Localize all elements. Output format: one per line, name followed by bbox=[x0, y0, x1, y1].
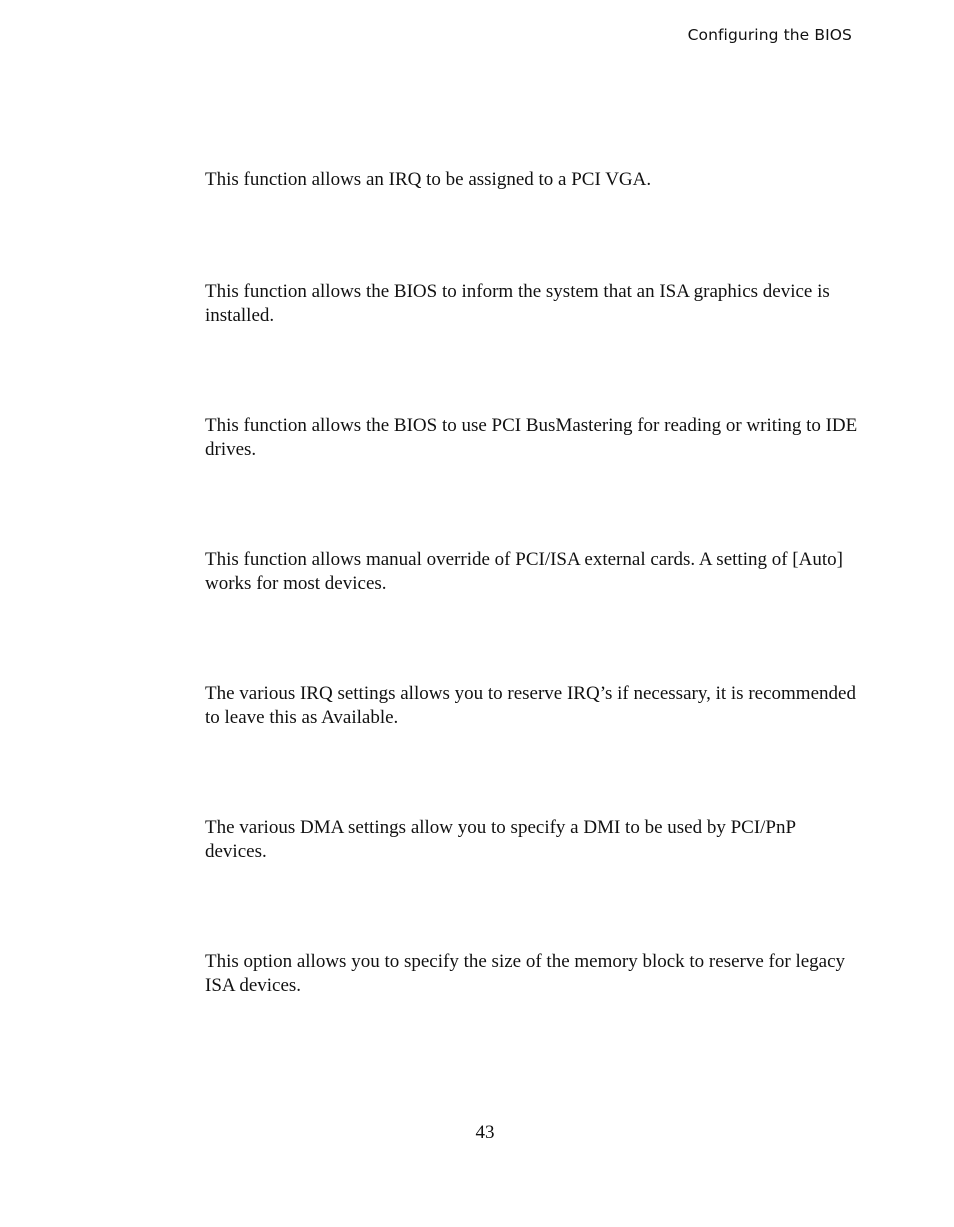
running-header-title: Configuring the BIOS bbox=[687, 26, 852, 44]
paragraph-dma-settings: The various DMA settings allow you to specify a DMI to be used by PCI/PnP devices. bbox=[205, 817, 796, 862]
paragraph-pci-isa-override: This function allows manual override of PCI/ISA external cards. A setting of [Auto] works for most devices. bbox=[205, 549, 843, 594]
page-number: 43 bbox=[475, 1122, 495, 1143]
paragraph-pci-vga-irq: This function allows an IRQ to be assigned to a PCI VGA. bbox=[205, 169, 652, 190]
paragraph-irq-settings: The various IRQ settings allows you to reserve IRQ’s if necessary, it is recommended to leave this as Available. bbox=[205, 683, 856, 728]
paragraph-isa-graphics-device: This function allows the BIOS to inform the system that an ISA graphics device is installed. bbox=[205, 281, 830, 326]
paragraph-pci-busmastering: This function allows the BIOS to use PCI BusMastering for reading or writing to IDE drives. bbox=[205, 415, 858, 460]
paragraph-memory-block: This option allows you to specify the size of the memory block to reserve for legacy ISA devices. bbox=[205, 951, 846, 996]
